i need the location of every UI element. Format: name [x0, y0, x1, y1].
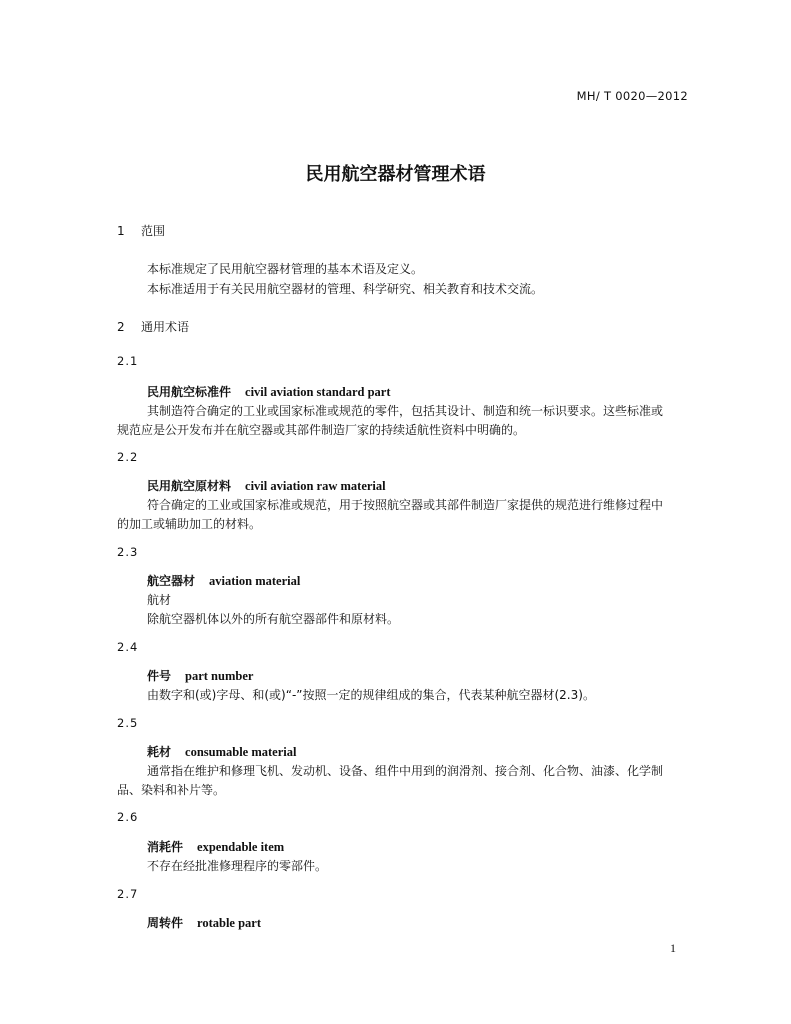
term-heading [147, 667, 253, 684]
term-zh: 航空器材 [147, 574, 196, 588]
definition-line: 规范应是公开发布并在航空器或其部件制造厂家的持续适航性资料中明确的。 [117, 423, 526, 437]
term-en: civil aviation raw material [245, 479, 386, 493]
term-number: 2.7 [117, 887, 139, 901]
definition-line: 除航空器机体以外的所有航空器部件和原材料。 [147, 612, 400, 626]
term-heading [147, 572, 300, 589]
section-title: 范围 [141, 224, 166, 238]
term-heading [147, 914, 261, 931]
term-zh: 民用航空原材料 [147, 479, 232, 493]
term-zh: 件号 [147, 669, 172, 683]
definition-line: 的加工或辅助加工的材料。 [117, 517, 262, 531]
section-number: 2 [117, 320, 125, 334]
term-heading [147, 477, 386, 494]
term-heading [147, 383, 391, 400]
definition-line: 品、染料和补片等。 [117, 783, 226, 797]
term-number: 2.4 [117, 640, 139, 654]
term-heading [147, 743, 296, 760]
term-zh: 周转件 [147, 916, 184, 930]
term-heading [147, 838, 284, 855]
term-en: part number [185, 669, 254, 683]
definition-line: 通常指在维护和修理飞机、发动机、设备、组件中用到的润滑剂、接合剂、化合物、油漆、化学制 [147, 764, 664, 778]
term-zh: 民用航空标准件 [147, 385, 232, 399]
definition-line: 由数字和(或)字母、和(或)“-”按照一定的规律组成的集合，代表某种航空器材(2.3)。 [147, 688, 595, 702]
term-synonym: 航材 [147, 593, 172, 607]
term-number: 2.2 [117, 450, 139, 464]
term-number: 2.1 [117, 354, 139, 368]
section-2-heading [117, 318, 189, 335]
term-number: 2.5 [117, 716, 139, 730]
definition-line: 不存在经批准修理程序的零部件。 [147, 859, 328, 873]
term-en: civil aviation standard part [245, 385, 391, 399]
term-en: rotable part [197, 916, 262, 930]
page-number: 1 [670, 941, 676, 955]
section-1-heading [117, 222, 165, 239]
definition-line: 其制造符合确定的工业或国家标准或规范的零件，包括其设计、制造和统一标识要求。这些标准或 [147, 404, 664, 418]
paragraph: 本标准适用于有关民用航空器材的管理、科学研究、相关教育和技术交流。 [147, 282, 544, 296]
section-title: 通用术语 [141, 320, 190, 334]
term-zh: 耗材 [147, 745, 172, 759]
term-zh: 消耗件 [147, 840, 184, 854]
paragraph: 本标准规定了民用航空器材管理的基本术语及定义。 [147, 262, 424, 276]
section-number: 1 [117, 224, 125, 238]
term-number: 2.6 [117, 810, 139, 824]
definition-line: 符合确定的工业或国家标准或规范，用于按照航空器或其部件制造厂家提供的规范进行维修过程中 [147, 498, 664, 512]
standard-number: MH/ T 0020—2012 [576, 89, 688, 103]
page-title: 民用航空器材管理术语 [305, 164, 486, 185]
term-en: expendable item [197, 840, 285, 854]
term-number: 2.3 [117, 545, 139, 559]
term-en: consumable material [185, 745, 297, 759]
term-en: aviation material [209, 574, 301, 588]
